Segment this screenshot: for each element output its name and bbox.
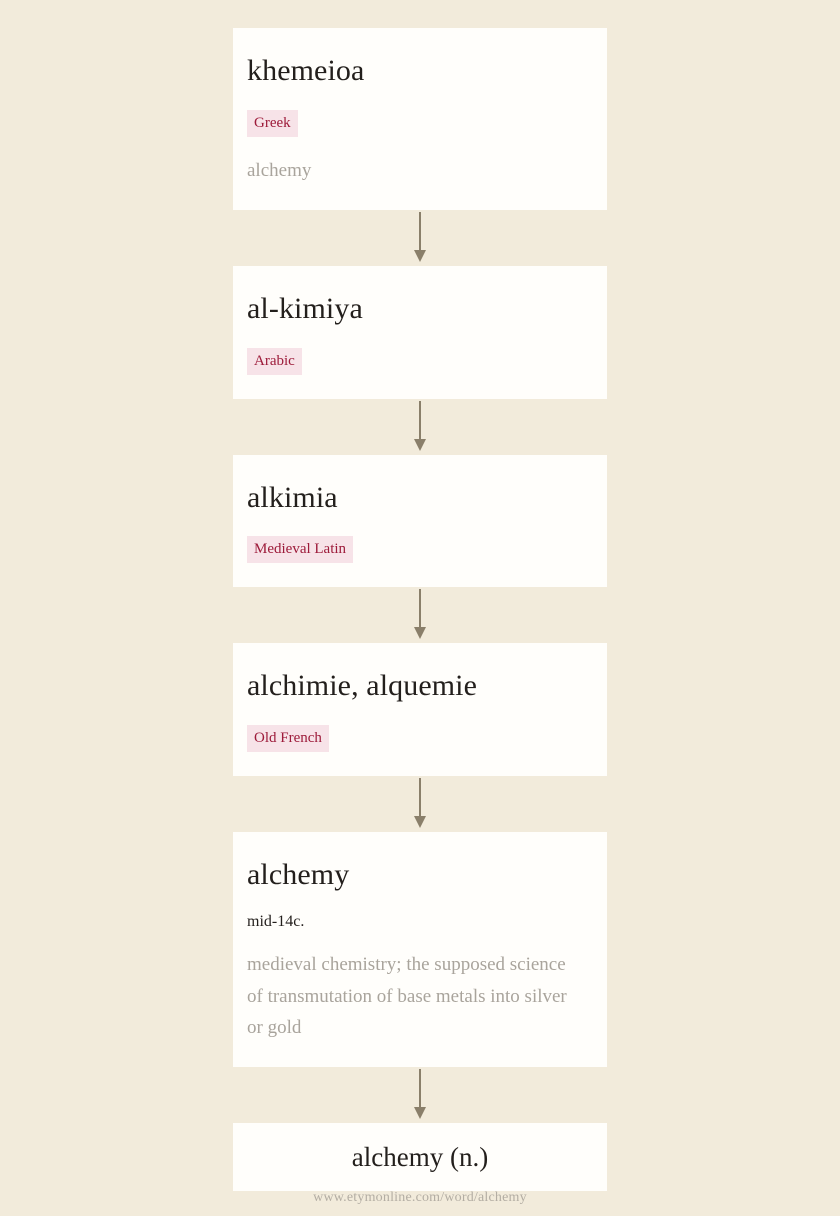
node-language-badge: Arabic [247,348,302,375]
down-arrow-icon [412,212,428,264]
source-url: www.etymonline.com/word/alchemy [313,1190,527,1205]
node-word: alchemy [247,857,350,891]
node-word: al-kimiya [247,291,363,325]
etymology-node [233,643,607,776]
node-content [233,292,607,375]
node-date: mid-14c. [247,913,305,931]
node-content [233,481,607,564]
etymology-node [233,28,607,210]
node-language-wrap [247,348,593,375]
node-word: alchemy (n.) [351,1141,489,1172]
etymology-node [233,832,607,1068]
node-content [233,54,607,186]
down-arrow-icon [412,401,428,453]
node-word: khemeioa [247,54,365,87]
node-content [233,669,607,752]
node-language-wrap [247,110,593,137]
etymology-node-final [233,1123,607,1191]
etymology-chain [233,28,607,1191]
node-language-badge: Medieval Latin [247,536,353,563]
chain-connector [233,776,607,832]
node-language-badge: Old French [247,725,329,752]
node-gloss: medieval chemistry; the supposed science of transmutation of base metals into silver or gold [247,954,567,1038]
etymology-node [233,455,607,588]
chain-connector [233,587,607,643]
down-arrow-icon [412,778,428,830]
down-arrow-icon [412,589,428,641]
chain-connector [233,399,607,455]
down-arrow-icon [412,1069,428,1121]
node-language-wrap [247,536,593,563]
etymology-node [233,266,607,399]
node-language-badge: Greek [247,110,298,137]
node-gloss: alchemy [247,159,312,181]
node-language-wrap [247,725,593,752]
node-word: alchimie, alquemie [247,669,478,703]
node-word: alkimia [247,480,338,514]
chain-connector [233,1067,607,1123]
node-content [233,858,607,1044]
chain-connector [233,210,607,266]
